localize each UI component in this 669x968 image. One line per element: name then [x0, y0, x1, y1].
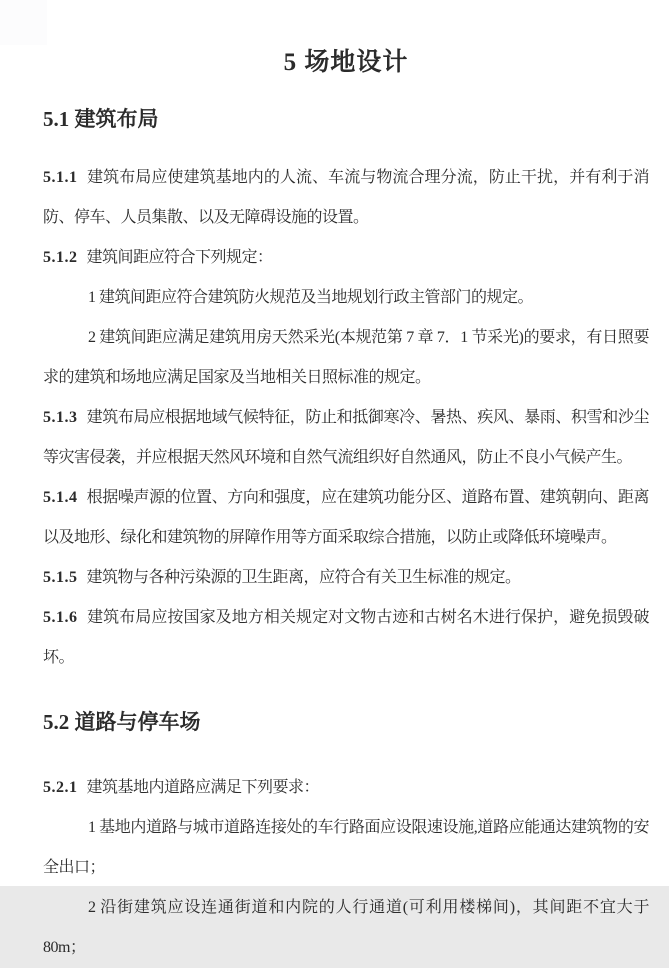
- clause-5-1-2-item-1: [43, 278, 649, 318]
- section-heading-5-2: 5.2 道路与停车场: [43, 710, 201, 734]
- section-heading-5-1: 5.1 建筑布局: [43, 107, 159, 131]
- clause-text: 建筑布局应使建筑基地内的人流、车流与物流合理分流，防止干扰，并有利于消防、停车、人员集散、以及无障碍设施的设置。: [43, 169, 649, 226]
- clause-5-1-2: [43, 238, 649, 278]
- clause-number: 5.1.5: [43, 569, 78, 586]
- clause-text: 建筑布局应按国家及地方相关规定对文物古迹和古树名木进行保护，避免损毁破坏。: [43, 609, 649, 666]
- clause-text: 建筑物与各种污染源的卫生距离，应符合有关卫生标准的规定。: [86, 569, 521, 586]
- clause-5-2-1-item-1: [43, 808, 649, 888]
- clause-5-1-4: [43, 478, 649, 558]
- clause-text: 1 建筑间距应符合建筑防火规范及当地规划行政主管部门的规定。: [88, 289, 534, 306]
- clause-5-1-6: [43, 598, 649, 678]
- clause-number: 5.2.1: [43, 779, 78, 796]
- clause-5-2-1-item-2: [43, 888, 649, 968]
- clause-5-1-2-item-2: [43, 318, 649, 398]
- clause-5-1-5: [43, 558, 649, 598]
- clause-text: 建筑基地内道路应满足下列要求：: [86, 779, 320, 796]
- clause-text: 2 沿街建筑应设连通街道和内院的人行通道(可利用楼梯间)，其间距不宜大于 80m；: [43, 899, 649, 956]
- chapter-title: 5 场地设计: [283, 49, 409, 76]
- clause-number: 5.1.3: [43, 409, 78, 426]
- clause-number: 5.1.2: [43, 249, 78, 266]
- clause-5-2-1: [43, 768, 649, 808]
- clause-5-1-3: [43, 398, 649, 478]
- clause-5-1-1: [43, 158, 649, 238]
- clause-text: 根据噪声源的位置、方向和强度，应在建筑功能分区、道路布置、建筑朝向、距离以及地形、绿化和建筑物的屏障作用等方面采取综合措施，以防止或降低环境噪声。: [43, 489, 649, 546]
- clause-text: 1 基地内道路与城市道路连接处的车行路面应设限速设施,道路应能通达建筑物的安全出口；: [43, 819, 649, 876]
- clause-number: 5.1.6: [43, 609, 78, 626]
- clause-text: 建筑布局应根据地域气候特征，防止和抵御寒冷、暑热、疾风、暴雨、积雪和沙尘等灾害侵袭，并应根据天然风环境和自然气流组织好自然通风，防止不良小气候产生。: [43, 409, 649, 466]
- clause-number: 5.1.4: [43, 489, 78, 506]
- clause-text: 建筑间距应符合下列规定：: [86, 249, 273, 266]
- clause-text: 2 建筑间距应满足建筑用房天然采光(本规范第 7 章 7．1 节采光)的要求，有日照要求的建筑和场地应满足国家及当地相关日照标准的规定。: [43, 329, 649, 386]
- clause-number: 5.1.1: [43, 169, 78, 186]
